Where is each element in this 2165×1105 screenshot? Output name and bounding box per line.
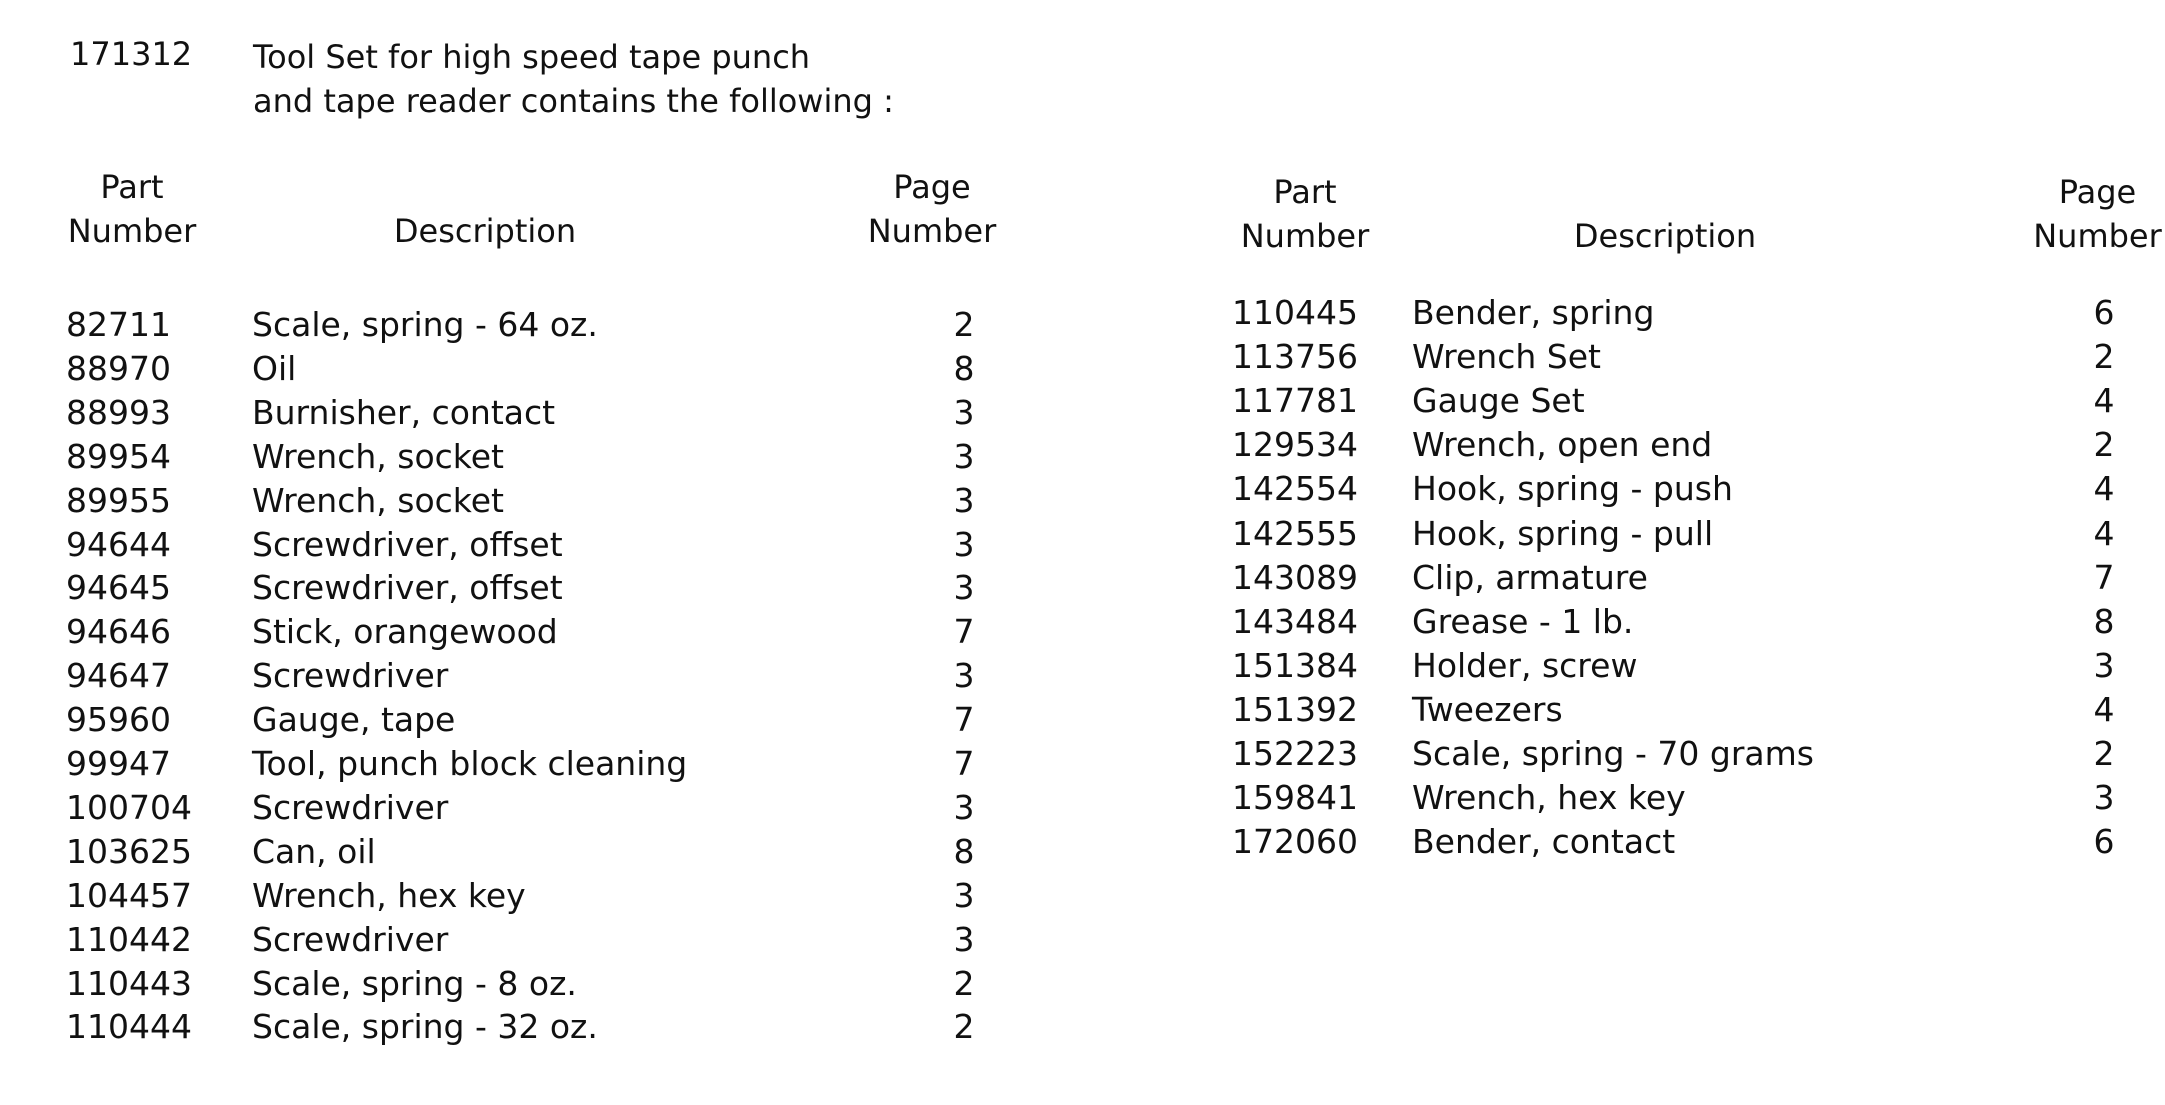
tool-set-title-line1: Tool Set for high speed tape punch [253,38,811,76]
table-row [66,391,1026,435]
table-row [66,874,1026,918]
page-number: 3 [953,875,975,915]
part-number: 88970 [66,348,171,388]
page-number: 8 [953,831,975,871]
page-number: 7 [953,744,975,783]
part-number: 113756 [1232,337,1358,377]
part-number: 89954 [66,436,171,476]
part-number: 94645 [66,568,171,608]
part-number: 100704 [66,787,192,827]
right-part-header-line2: Number [1240,217,1370,255]
part-description: Screwdriver [252,656,449,696]
table-row [66,830,1026,874]
table-row [1232,423,2162,467]
part-number: 94646 [66,612,171,652]
table-row [1232,644,2162,688]
part-description: Grease - 1 lb. [1412,601,1634,641]
left-description-header-text: Description [393,212,577,250]
left-part-number-header [62,165,202,253]
part-description: Screwdriver, offset [252,568,563,608]
page-number: 3 [953,436,975,476]
page-number: 3 [953,480,975,520]
right-parts-list [1232,291,2162,891]
page-number: 3 [953,568,975,608]
part-number: 151384 [1232,645,1358,685]
left-page-header-line2: Number [867,212,997,250]
part-number: 159841 [1232,778,1358,818]
part-description: Screwdriver [252,919,449,959]
right-page-header-line2: Number [2033,217,2162,255]
part-number: 94647 [66,656,171,696]
part-description: Wrench Set [1412,337,1601,377]
part-description: Bender, spring [1412,293,1655,332]
page-number: 2 [953,1007,975,1047]
page-number: 4 [2093,513,2115,553]
table-row [66,610,1026,654]
page-number: 8 [953,348,975,388]
left-page-number-header [862,165,1002,253]
table-row [1232,820,2162,864]
table-row [1232,379,2162,423]
page-number: 2 [2093,337,2115,377]
part-description: Scale, spring - 70 grams [1412,734,1814,773]
table-row [1232,335,2162,379]
left-description-header [360,209,610,253]
part-description: Wrench, hex key [252,875,526,915]
left-part-header-line2: Number [67,212,197,250]
tool-set-title-line2: and tape reader contains the following : [253,82,894,120]
part-description: Scale, spring - 32 oz. [252,1007,598,1047]
part-number: 142555 [1232,513,1358,553]
table-row [1232,556,2162,600]
part-number: 99947 [66,744,171,783]
table-row [66,435,1026,479]
left-parts-list [66,303,1026,1063]
table-row [66,523,1026,567]
part-description: Bender, contact [1412,822,1676,862]
part-description: Clip, armature [1412,557,1648,597]
part-description: Scale, spring - 64 oz. [252,305,598,344]
part-number: 95960 [66,700,171,740]
part-number: 110444 [66,1007,192,1047]
table-row [1232,512,2162,556]
page-number: 4 [2093,689,2115,729]
part-description: Gauge Set [1412,381,1585,421]
table-row [66,1005,1026,1049]
table-row [66,698,1026,742]
right-page-number-header [2030,170,2165,258]
part-number: 143484 [1232,601,1358,641]
part-description: Scale, spring - 8 oz. [252,963,577,1003]
page-number: 4 [2093,381,2115,421]
part-number: 104457 [66,875,192,915]
part-description: Gauge, tape [252,700,456,740]
page-number: 3 [2093,778,2115,818]
right-description-header [1540,214,1790,258]
part-number: 82711 [66,305,171,344]
part-number: 89955 [66,480,171,520]
part-description: Wrench, socket [252,480,504,520]
part-number: 142554 [1232,469,1358,509]
page-number: 2 [953,305,975,344]
table-row [66,962,1026,1006]
right-part-header-line1: Part [1273,173,1337,211]
left-part-header-line1: Part [100,168,164,206]
table-row [66,347,1026,391]
page-number: 7 [953,612,975,652]
part-description: Tweezers [1412,689,1563,729]
page-number: 2 [2093,734,2115,773]
right-description-header-text: Description [1573,217,1757,255]
part-number: 172060 [1232,822,1358,862]
part-number: 151392 [1232,689,1358,729]
page-number: 2 [953,963,975,1003]
table-row [1232,291,2162,335]
table-row [66,479,1026,523]
page-number: 3 [2093,645,2115,685]
part-description: Stick, orangewood [252,612,558,652]
page-number: 3 [953,787,975,827]
table-row [1232,732,2162,776]
part-description: Holder, screw [1412,645,1638,685]
left-page-header-line1: Page [893,168,971,206]
table-row [1232,600,2162,644]
table-row [1232,776,2162,820]
part-description: Oil [252,348,297,388]
part-number: 110442 [66,919,192,959]
part-number: 152223 [1232,734,1358,773]
page-number: 4 [2093,469,2115,509]
page-number: 3 [953,919,975,959]
tool-set-number: 171312 [70,35,193,73]
right-page-header-line1: Page [2058,173,2137,211]
table-row [66,566,1026,610]
table-row [1232,688,2162,732]
part-number: 117781 [1232,381,1358,421]
part-number: 129534 [1232,425,1358,465]
page-number: 6 [2093,293,2115,332]
page-number: 3 [953,656,975,696]
tool-set-title [253,35,894,123]
page-number: 7 [953,700,975,740]
table-row [1232,467,2162,511]
part-description: Wrench, open end [1412,425,1713,465]
table-row [66,742,1026,786]
table-row [66,918,1026,962]
part-number: 103625 [66,831,192,871]
part-description: Burnisher, contact [252,392,556,432]
part-description: Can, oil [252,831,376,871]
part-number: 110445 [1232,293,1358,332]
part-number: 143089 [1232,557,1358,597]
part-number: 88993 [66,392,171,432]
part-description: Wrench, socket [252,436,504,476]
table-row [66,654,1026,698]
page-number: 8 [2093,601,2115,641]
page-number: 3 [953,392,975,432]
page-number: 2 [2093,425,2115,465]
part-number: 110443 [66,963,192,1003]
page-number: 6 [2093,822,2115,862]
page-number: 3 [953,524,975,564]
part-description: Hook, spring - push [1412,469,1733,509]
page-number: 7 [2093,557,2115,597]
table-row [66,786,1026,830]
table-row [66,303,1026,347]
part-description: Screwdriver [252,787,449,827]
part-description: Screwdriver, offset [252,524,563,564]
right-part-number-header [1235,170,1375,258]
part-description: Wrench, hex key [1412,778,1686,818]
part-description: Tool, punch block cleaning [252,744,688,783]
part-description: Hook, spring - pull [1412,513,1714,553]
part-number: 94644 [66,524,171,564]
